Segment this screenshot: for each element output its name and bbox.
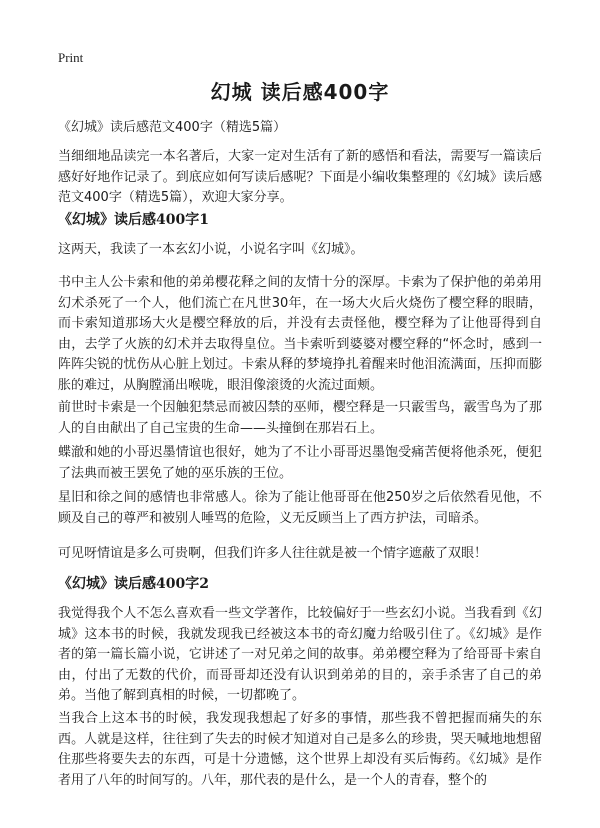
subtitle: 《幻城》读后感范文400字（精选5篇） [58, 120, 287, 135]
section-2-paragraph-1: 我觉得我个人不怎么喜欢看一些文学著作，比较偏好于一些玄幻小说。当我看到《幻城》这本书的时候，我就发现我已经被这本书的奇幻魔力给吸引住了。《幻城》是作者的第一篇长篇小说，它讲述了一对兄弟之间的故事。弟弟樱空释为了给哥哥卡索自由，付出了无数的代价，而哥哥却还没有认识到弟弟的目的，亲手杀害了自己的弟弟。当他了解到真相的时候，一切都晚了。 [58, 606, 542, 703]
section-1-paragraph-1: 这两天，我读了一本玄幻小说，小说名字叫《幻城》。 [58, 242, 364, 257]
section-1-paragraph-6: 可见呀情谊是多么可贵啊，但我们许多人往往就是被一个情字遮蔽了双眼！ [58, 546, 488, 561]
section-1-paragraph-3: 前世时卡索是一个因触犯禁忌而被囚禁的巫师，樱空释是一只霰雪鸟，霰雪鸟为了那人的自由献出了自己宝贵的生命——头撞倒在那岩石上。 [58, 400, 542, 436]
section-1-paragraph-5: 星旧和徐之间的感情也非常感人。徐为了能让他哥哥在他250岁之后依然看见他，不顾及自己的尊严和被别人唾骂的危险，义无反顾当上了西方护法，司暗杀。 [58, 490, 542, 526]
page-title: 幻城 读后感400字 [210, 80, 390, 104]
print-label: Print [58, 50, 84, 65]
intro-paragraph: 当细细地品读完一本名著后，大家一定对生活有了新的感悟和看法，需要写一篇读后感好好地作记录了。到底应如何写读后感呢？下面是小编收集整理的《幻城》读后感范文400字（精选5篇），欢迎大家分享。 [58, 149, 542, 205]
section-2-paragraph-2: 当我合上这本书的时候，我发现我想起了好多的事情，那些我不曾把握而痛失的东西。人就是这样，往往到了失去的时候才知道对自己是多么的珍贵，哭天喊地地想留住那些将要失去的东西，可是十分遗憾，这个世界上却没有买后悔药。《幻城》是作者用了八年的时间写的。八年，那代表的是什么，是一个人的青春，整个的 [58, 711, 542, 788]
section-1-heading: 《幻城》读后感400字1 [58, 212, 209, 228]
section-1-paragraph-2: 书中主人公卡索和他的弟弟樱花释之间的友情十分的深厚。卡索为了保护他的弟弟用幻术杀死了一个人，他们流亡在凡世30年，在一场大火后火烧伤了樱空释的眼睛，而卡索知道那场大火是樱空释放的后，并没有去责怪他，樱空释为了让他哥得到自由，去学了火族的幻术并去取得皇位。当卡索听到婆婆对樱空释的“怀念时，感到一阵阵尖锐的忧伤从心脏上划过。卡索从释的梦境挣扎着醒来时他泪流满面，压抑而膨胀的难过，从胸膛涌出喉咙，眼泪像滚烫的火流过面颊。 [58, 275, 542, 393]
section-2-heading: 《幻城》读后感400字2 [58, 576, 209, 592]
section-1-paragraph-4: 蝶澈和她的小哥迟墨情谊也很好，她为了不让小哥哥迟墨饱受痛苦便将他杀死，便犯了法典而被王罢免了她的巫乐族的王位。 [58, 445, 542, 481]
